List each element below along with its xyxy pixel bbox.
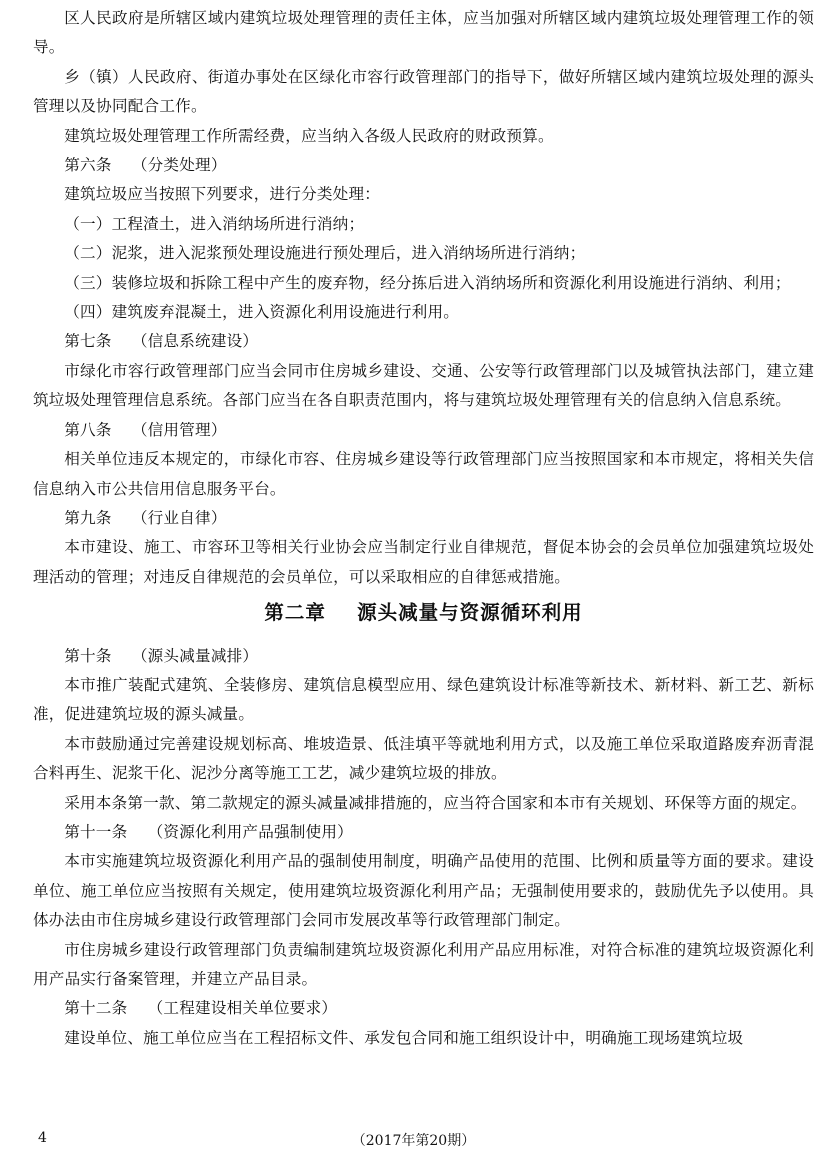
article-10-heading [33,642,814,671]
article-number: 第八条 [64,420,112,439]
paragraph: 本市建设、施工、市容环卫等相关行业协会应当制定行业自律规范，督促本协会的会员单位加强建筑垃圾处理活动的管理；对违反自律规范的会员单位，可以采取相应的自律惩戒措施。 [33,538,814,586]
paragraph: 市住房城乡建设行政管理部门负责编制建筑垃圾资源化利用产品应用标准，对符合标准的建筑垃圾资源化利用产品实行备案管理，并建立产品目录。 [33,940,814,988]
article-title: （行业自律） [131,508,227,527]
article-11-heading [33,818,814,847]
paragraph: （三）装修垃圾和拆除工程中产生的废弃物，经分拣后进入消纳场所和资源化利用设施进行消纳、利用； [64,273,791,292]
paragraph: 相关单位违反本规定的，市绿化市容、住房城乡建设等行政管理部门应当按照国家和本市规定，将相关失信信息纳入市公共信用信息服务平台。 [33,450,814,498]
issue-label: （2017年第20期） [351,1133,476,1149]
article-number: 第十一条 [64,822,128,841]
paragraph: 建设单位、施工单位应当在工程招标文件、承发包合同和施工组织设计中，明确施工现场建筑垃圾 [64,1028,744,1047]
article-number: 第六条 [64,156,112,175]
chapter-title: 源头减量与资源循环利用 [357,601,583,625]
article-title: （资源化利用产品强制使用） [147,822,353,841]
page-number: 4 [38,1130,47,1146]
article-number: 第十条 [64,646,112,665]
paragraph: 建筑垃圾应当按照下列要求，进行分类处理： [64,185,381,204]
article-title: （源头减量减排） [131,646,259,665]
article-7-heading [33,327,814,356]
paragraph: （一）工程渣土，进入消纳场所进行消纳； [64,214,365,233]
article-number: 第七条 [64,332,112,351]
paragraph: 市绿化市容行政管理部门应当会同市住房城乡建设、交通、公安等行政管理部门以及城管执法部门，建立建筑垃圾处理管理信息系统。各部门应当在各自职责范围内，将与建筑垃圾处理管理有关的信息纳入信息系统。 [33,361,814,410]
paragraph: （四）建筑废弃混凝土，进入资源化利用设施进行利用。 [64,303,460,322]
paragraph: 本市推广装配式建筑、全装修房、建筑信息模型应用、绿色建筑设计标准等新技术、新材料、新工艺、新标准，促进建筑垃圾的源头减量。 [33,675,814,724]
chapter-number: 第二章 [264,601,326,625]
paragraph: 本市实施建筑垃圾资源化利用产品的强制使用制度，明确产品使用的范围、比例和质量等方面的要求。建设单位、施工单位应当按照有关规定，使用建筑垃圾资源化利用产品；无强制使用要求的，鼓励优先予以使用。具体办法由市住房城乡建设行政管理部门会同市发展改革等行政管理部门制定。 [33,852,814,930]
page-footer [0,1128,827,1152]
paragraph: （二）泥浆，进入泥浆预处理设施进行预处理后，进入消纳场所进行消纳； [64,244,586,263]
paragraph: 乡（镇）人民政府、街道办事处在区绿化市容行政管理部门的指导下，做好所辖区域内建筑垃圾处理的源头管理以及协同配合工作。 [33,67,814,116]
paragraph: 本市鼓励通过完善建设规划标高、堆坡造景、低洼填平等就地利用方式，以及施工单位采取道路废弃沥青混合料再生、泥浆干化、泥沙分离等施工工艺，减少建筑垃圾的排放。 [33,734,814,783]
paragraph: 建筑垃圾处理管理工作所需经费，应当纳入各级人民政府的财政预算。 [64,126,554,145]
article-number: 第十二条 [64,999,128,1018]
article-title: （工程建设相关单位要求） [147,999,338,1018]
article-title: （信息系统建设） [131,332,259,351]
article-8-heading [33,416,814,445]
article-number: 第九条 [64,508,112,527]
article-title: （信用管理） [131,420,227,439]
article-12-heading [33,994,814,1023]
chapter-heading [33,598,814,627]
article-6-heading [33,151,814,180]
document-page [33,4,814,1053]
paragraph: 采用本条第一款、第二款规定的源头减量减排措施的，应当符合国家和本市有关规划、环保等方面的规定。 [64,793,807,812]
paragraph: 区人民政府是所辖区域内建筑垃圾处理管理的责任主体，应当加强对所辖区域内建筑垃圾处理管理工作的领导。 [33,9,814,57]
article-title: （分类处理） [131,156,227,175]
article-9-heading [33,504,814,533]
